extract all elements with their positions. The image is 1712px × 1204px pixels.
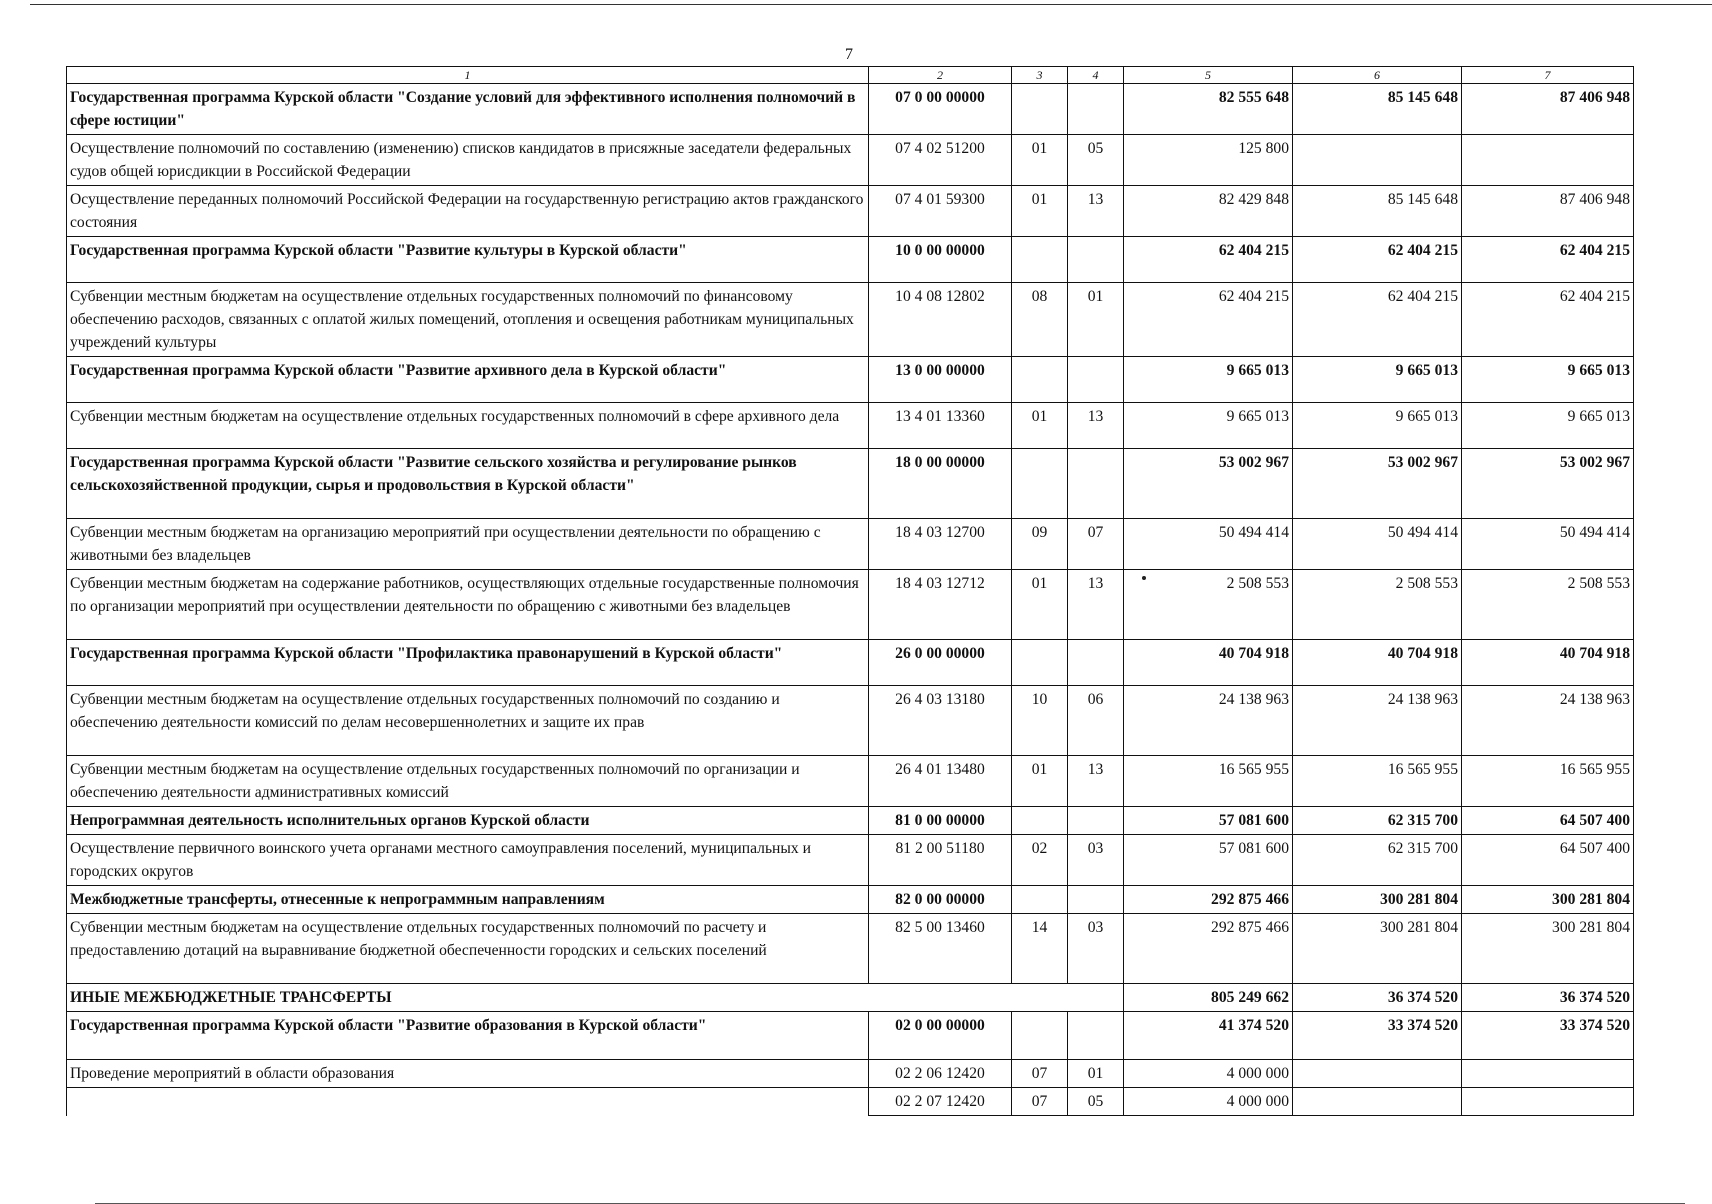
- row-amount-6: 62 404 215: [1293, 283, 1462, 357]
- row-subsection: 13: [1068, 570, 1124, 640]
- row-amount-7: 40 704 918: [1462, 640, 1634, 686]
- row-section: 08: [1012, 283, 1068, 357]
- header-cell: 1: [67, 67, 869, 84]
- row-subsection: [1068, 886, 1124, 914]
- row-amount-7: 64 507 400: [1462, 807, 1634, 835]
- row-code: 07 0 00 00000: [869, 84, 1012, 135]
- row-subsection: [1068, 357, 1124, 403]
- row-amount-7: 33 374 520: [1462, 1012, 1634, 1060]
- row-code: 13 0 00 00000: [869, 357, 1012, 403]
- row-amount-5: 57 081 600: [1124, 807, 1293, 835]
- empty-cell: [67, 1088, 869, 1116]
- row-amount-7: 62 404 215: [1462, 283, 1634, 357]
- row-subsection: 13: [1068, 756, 1124, 807]
- program-row: [67, 1012, 1634, 1060]
- row-code: 26 4 03 13180: [869, 686, 1012, 756]
- row-amount-6: 85 145 648: [1293, 186, 1462, 237]
- row-amount-5: 4 000 000: [1124, 1088, 1293, 1116]
- row-section: 01: [1012, 756, 1068, 807]
- row-name: Субвенции местным бюджетам на осуществление отдельных государственных полномочий по финансовому обеспечению расходов, связанных с оплатой жилых помещений, отопления и освещения работникам муниципальных учреждений культуры: [67, 283, 869, 357]
- section-row: [67, 984, 1634, 1012]
- row-code: 02 2 07 12420: [869, 1088, 1012, 1116]
- row-amount-7: 9 665 013: [1462, 403, 1634, 449]
- row-amount-5: 53 002 967: [1124, 449, 1293, 519]
- row-amount-5: 82 555 648: [1124, 84, 1293, 135]
- row-amount-5: 82 429 848: [1124, 186, 1293, 237]
- row-section: 09: [1012, 519, 1068, 570]
- row-amount-7: 16 565 955: [1462, 756, 1634, 807]
- row-subsection: 01: [1068, 283, 1124, 357]
- program-row: [67, 640, 1634, 686]
- row-name: Проведение мероприятий в области образования: [67, 1060, 869, 1088]
- table-row: [67, 135, 1634, 186]
- row-section: 07: [1012, 1060, 1068, 1088]
- row-code: 07 4 02 51200: [869, 135, 1012, 186]
- row-section: [1012, 84, 1068, 135]
- row-section: [1012, 807, 1068, 835]
- row-code: 10 4 08 12802: [869, 283, 1012, 357]
- row-amount-6: 300 281 804: [1293, 886, 1462, 914]
- scan-top-edge: [30, 4, 1712, 5]
- row-section: 01: [1012, 135, 1068, 186]
- row-name: Осуществление переданных полномочий Российской Федерации на государственную регистрацию актов гражданского состояния: [67, 186, 869, 237]
- row-name: Государственная программа Курской области "Профилактика правонарушений в Курской области": [67, 640, 869, 686]
- row-amount-7: 62 404 215: [1462, 237, 1634, 283]
- row-section: [1012, 886, 1068, 914]
- row-subsection: [1068, 1012, 1124, 1060]
- row-amount-7: 300 281 804: [1462, 886, 1634, 914]
- row-amount-5: 24 138 963: [1124, 686, 1293, 756]
- program-row: [67, 807, 1634, 835]
- row-subsection: 03: [1068, 914, 1124, 984]
- row-section: 14: [1012, 914, 1068, 984]
- row-amount-5: 292 875 466: [1124, 914, 1293, 984]
- row-amount-7: 24 138 963: [1462, 686, 1634, 756]
- row-amount-6: 50 494 414: [1293, 519, 1462, 570]
- table-row: [67, 1060, 1634, 1088]
- row-amount-7: 87 406 948: [1462, 84, 1634, 135]
- row-amount-6: 300 281 804: [1293, 914, 1462, 984]
- row-subsection: 06: [1068, 686, 1124, 756]
- section-amount-5: 805 249 662: [1124, 984, 1293, 1012]
- row-amount-7: 87 406 948: [1462, 186, 1634, 237]
- section-title: ИНЫЕ МЕЖБЮДЖЕТНЫЕ ТРАНСФЕРТЫ: [67, 984, 1124, 1012]
- row-section: 01: [1012, 403, 1068, 449]
- row-amount-7: [1462, 135, 1634, 186]
- program-row: [67, 84, 1634, 135]
- row-amount-5: 62 404 215: [1124, 237, 1293, 283]
- row-amount-6: 9 665 013: [1293, 357, 1462, 403]
- program-row: [67, 357, 1634, 403]
- program-row: [67, 449, 1634, 519]
- header-cell: 7: [1462, 67, 1634, 84]
- row-code: 26 4 01 13480: [869, 756, 1012, 807]
- row-code: 81 0 00 00000: [869, 807, 1012, 835]
- row-amount-5: 9 665 013: [1124, 357, 1293, 403]
- row-section: 01: [1012, 570, 1068, 640]
- row-amount-5: 57 081 600: [1124, 835, 1293, 886]
- row-name: Осуществление первичного воинского учета органами местного самоуправления поселений, муниципальных и городских округов: [67, 835, 869, 886]
- row-subsection: [1068, 640, 1124, 686]
- table-row: [67, 283, 1634, 357]
- program-row: [67, 237, 1634, 283]
- row-name: Субвенции местным бюджетам на организацию мероприятий при осуществлении деятельности по обращению с животными без владельцев: [67, 519, 869, 570]
- row-subsection: [1068, 807, 1124, 835]
- row-amount-7: 300 281 804: [1462, 914, 1634, 984]
- row-name: Государственная программа Курской области "Развитие архивного дела в Курской области": [67, 357, 869, 403]
- row-amount-7: 50 494 414: [1462, 519, 1634, 570]
- row-name: Субвенции местным бюджетам на осуществление отдельных государственных полномочий по расчету и предоставлению дотаций на выравнивание бюджетной обеспеченности городских и сельских поселений: [67, 914, 869, 984]
- row-amount-6: 62 315 700: [1293, 807, 1462, 835]
- section-amount-6: 36 374 520: [1293, 984, 1462, 1012]
- header-cell: 5: [1124, 67, 1293, 84]
- row-subsection: 13: [1068, 186, 1124, 237]
- row-subsection: [1068, 237, 1124, 283]
- row-name: Государственная программа Курской области "Создание условий для эффективного исполнения полномочий в сфере юстиции": [67, 84, 869, 135]
- row-name: Субвенции местным бюджетам на осуществление отдельных государственных полномочий по созданию и обеспечению деятельности комиссий по делам несовершеннолетних и защите их прав: [67, 686, 869, 756]
- row-amount-6: 2 508 553: [1293, 570, 1462, 640]
- row-code: 81 2 00 51180: [869, 835, 1012, 886]
- row-name: Государственная программа Курской области "Развитие образования в Курской области": [67, 1012, 869, 1060]
- row-code: 82 0 00 00000: [869, 886, 1012, 914]
- row-amount-5: 4 000 000: [1124, 1060, 1293, 1088]
- row-code: 13 4 01 13360: [869, 403, 1012, 449]
- row-amount-7: 2 508 553: [1462, 570, 1634, 640]
- row-subsection: 13: [1068, 403, 1124, 449]
- budget-table: [66, 66, 1634, 1116]
- row-amount-6: 16 565 955: [1293, 756, 1462, 807]
- row-name: Субвенции местным бюджетам на содержание работников, осуществляющих отдельные государственные полномочия по организации мероприятий при осуществлении деятельности по обращению с животными без владельцев: [67, 570, 869, 640]
- row-name: Субвенции местным бюджетам на осуществление отдельных государственных полномочий по организации и обеспечению деятельности административных комиссий: [67, 756, 869, 807]
- row-name: Осуществление полномочий по составлению (изменению) списков кандидатов в присяжные заседатели федеральных судов общей юрисдикции в Российской Федерации: [67, 135, 869, 186]
- row-subsection: 05: [1068, 1088, 1124, 1116]
- row-subsection: [1068, 84, 1124, 135]
- row-name: Субвенции местным бюджетам на осуществление отдельных государственных полномочий в сфере архивного дела: [67, 403, 869, 449]
- table-row-continuation: [67, 1088, 1634, 1116]
- row-amount-6: 24 138 963: [1293, 686, 1462, 756]
- row-name: Государственная программа Курской области "Развитие сельского хозяйства и регулирование рынков сельскохозяйственной продукции, сырья и продовольствия в Курской области": [67, 449, 869, 519]
- row-section: [1012, 357, 1068, 403]
- row-code: 26 0 00 00000: [869, 640, 1012, 686]
- program-row: [67, 886, 1634, 914]
- header-cell: 3: [1012, 67, 1068, 84]
- row-code: 07 4 01 59300: [869, 186, 1012, 237]
- row-section: [1012, 640, 1068, 686]
- row-amount-5: 40 704 918: [1124, 640, 1293, 686]
- table-row: [67, 686, 1634, 756]
- row-section: [1012, 449, 1068, 519]
- row-amount-6: 62 315 700: [1293, 835, 1462, 886]
- row-amount-7: 64 507 400: [1462, 835, 1634, 886]
- row-section: 10: [1012, 686, 1068, 756]
- row-amount-5: 2 508 553: [1124, 570, 1293, 640]
- column-number-header: [67, 67, 1634, 84]
- row-subsection: 07: [1068, 519, 1124, 570]
- row-amount-6: 85 145 648: [1293, 84, 1462, 135]
- row-amount-5: 50 494 414: [1124, 519, 1293, 570]
- table-row: [67, 403, 1634, 449]
- page-number: 7: [845, 46, 853, 63]
- row-section: 02: [1012, 835, 1068, 886]
- section-amount-7: 36 374 520: [1462, 984, 1634, 1012]
- row-subsection: 05: [1068, 135, 1124, 186]
- row-amount-6: 9 665 013: [1293, 403, 1462, 449]
- row-amount-6: 40 704 918: [1293, 640, 1462, 686]
- row-code: 82 5 00 13460: [869, 914, 1012, 984]
- row-amount-5: 62 404 215: [1124, 283, 1293, 357]
- row-amount-5: 41 374 520: [1124, 1012, 1293, 1060]
- row-subsection: 03: [1068, 835, 1124, 886]
- row-section: 07: [1012, 1088, 1068, 1116]
- header-cell: 4: [1068, 67, 1124, 84]
- row-subsection: 01: [1068, 1060, 1124, 1088]
- header-cell: 2: [869, 67, 1012, 84]
- row-amount-5: 292 875 466: [1124, 886, 1293, 914]
- row-amount-7: 53 002 967: [1462, 449, 1634, 519]
- row-section: 01: [1012, 186, 1068, 237]
- row-section: [1012, 1012, 1068, 1060]
- row-amount-5: 125 800: [1124, 135, 1293, 186]
- row-name: Непрограммная деятельность исполнительных органов Курской области: [67, 807, 869, 835]
- row-code: 18 4 03 12700: [869, 519, 1012, 570]
- table-row: [67, 914, 1634, 984]
- row-section: [1012, 237, 1068, 283]
- row-code: 02 2 06 12420: [869, 1060, 1012, 1088]
- header-cell: 6: [1293, 67, 1462, 84]
- row-amount-6: [1293, 1060, 1462, 1088]
- table-row: [67, 519, 1634, 570]
- row-name: Межбюджетные трансферты, отнесенные к непрограммным направлениям: [67, 886, 869, 914]
- row-subsection: [1068, 449, 1124, 519]
- row-amount-6: [1293, 135, 1462, 186]
- table-row: [67, 835, 1634, 886]
- row-amount-5: 9 665 013: [1124, 403, 1293, 449]
- row-amount-7: 9 665 013: [1462, 357, 1634, 403]
- row-code: 18 0 00 00000: [869, 449, 1012, 519]
- row-code: 18 4 03 12712: [869, 570, 1012, 640]
- table-row: [67, 756, 1634, 807]
- row-amount-7: [1462, 1060, 1634, 1088]
- row-amount-7: [1462, 1088, 1634, 1116]
- row-amount-6: 62 404 215: [1293, 237, 1462, 283]
- row-name: Государственная программа Курской области "Развитие культуры в Курской области": [67, 237, 869, 283]
- row-code: 02 0 00 00000: [869, 1012, 1012, 1060]
- row-amount-6: 53 002 967: [1293, 449, 1462, 519]
- scan-speck: [1142, 576, 1146, 580]
- row-code: 10 0 00 00000: [869, 237, 1012, 283]
- table-row: [67, 186, 1634, 237]
- row-amount-6: [1293, 1088, 1462, 1116]
- table-row: [67, 570, 1634, 640]
- row-amount-6: 33 374 520: [1293, 1012, 1462, 1060]
- row-amount-5: 16 565 955: [1124, 756, 1293, 807]
